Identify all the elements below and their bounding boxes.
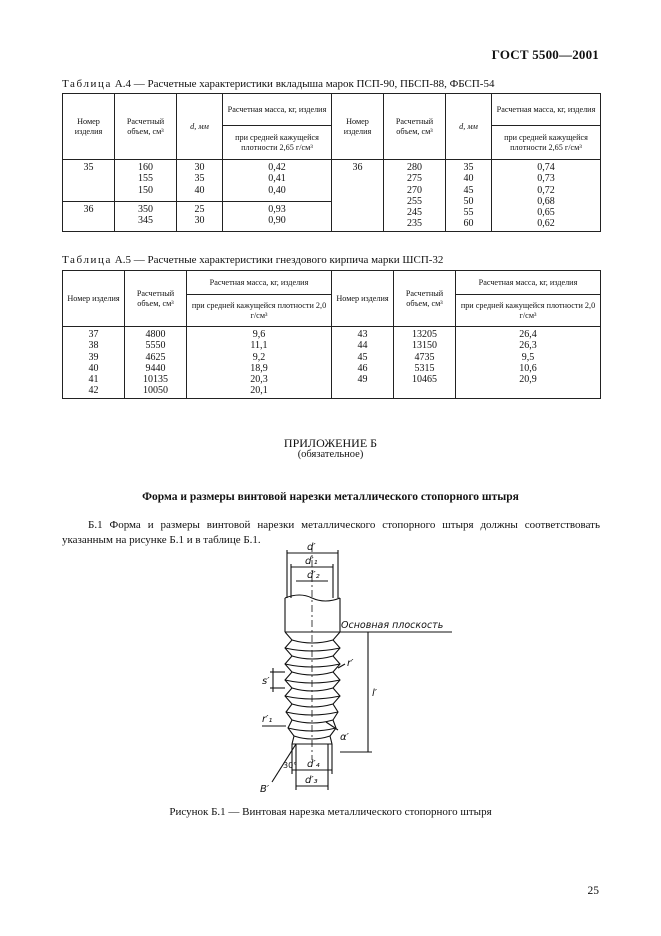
a4-d: 50 (463, 195, 474, 207)
thread-helix (292, 640, 333, 739)
a4-volume: 280 (407, 162, 422, 173)
a4-d: 55 (463, 207, 474, 219)
a5-volumes (125, 327, 187, 399)
a5-item: 43 (357, 329, 368, 340)
appendix-title: ПРИЛОЖЕНИЕ Б (283, 436, 378, 450)
a4-header-mass: Расчетная масса, кг, изделия (223, 94, 332, 126)
label-d: d′ (307, 542, 316, 553)
a4-mass: 0,41 (268, 173, 286, 185)
a5-item: 37 (88, 329, 99, 340)
a5-volume: 10050 (143, 385, 168, 397)
table-a5-caption (62, 254, 443, 266)
a5-mass: 9,5 (521, 351, 535, 363)
a4-item: 35 (63, 160, 115, 202)
table-a5 (62, 270, 601, 399)
a5-mass: 20,1 (250, 385, 268, 397)
table-a4-label: Таблица (62, 78, 112, 90)
a5-volumes-right (394, 327, 456, 399)
a5-volume: 13150 (412, 340, 437, 352)
a4-volumes (115, 160, 177, 202)
a4-volume: 150 (138, 184, 153, 196)
label-b: B′ (260, 784, 270, 795)
a4-header-item-right: Номер изделия (332, 94, 384, 160)
label-angle-30: 30° (283, 761, 298, 770)
a4-mass: 0,72 (537, 184, 555, 196)
a4-volume: 235 (407, 218, 422, 230)
a4-volume: 245 (407, 207, 422, 219)
a5-mass: 9,6 (252, 329, 266, 340)
a4-d: 30 (194, 215, 205, 227)
a4-mass: 0,74 (537, 162, 555, 173)
body-paragraph: Б.1 Форма и размеры винтовой нарезки металлического стопорного штыря должны соответствовать указанным на рисунке Б.1 и в таблице Б.1. (62, 519, 600, 546)
a5-mass: 20,9 (519, 374, 537, 386)
a4-header-mass-right: Расчетная масса, кг, изделия (492, 94, 601, 126)
a5-items (63, 327, 125, 399)
a5-mass: 11,1 (250, 340, 268, 352)
table-a4-title: — Расчетные характеристики вкладыша марок ПСП-90, ПБСП-88, ФБСП-54 (133, 78, 495, 90)
a5-mass-values-right (456, 327, 601, 399)
a4-d: 35 (194, 173, 205, 185)
a4-volume: 345 (138, 215, 153, 227)
a5-volume: 5550 (145, 340, 166, 352)
label-l: l′ (372, 688, 378, 699)
a5-item: 44 (357, 340, 368, 352)
a5-item: 41 (88, 374, 99, 386)
a4-d: 25 (194, 204, 205, 216)
shank-outline (285, 598, 340, 632)
a4-mass-values-right (492, 160, 601, 232)
page-number: 25 (587, 885, 599, 897)
a5-header-mass: Расчетная масса, кг, изделия (187, 271, 332, 295)
a4-mass-values (223, 160, 332, 202)
a5-mass: 10,6 (519, 362, 537, 374)
a4-d-values (177, 160, 223, 202)
a4-mass: 0,93 (268, 204, 286, 216)
a4-mass: 0,40 (268, 184, 286, 196)
label-r1: r′₁ (262, 714, 273, 725)
label-alpha: α′ (340, 732, 349, 743)
a5-item: 49 (357, 374, 368, 386)
table-a5-title: — Расчетные характеристики гнездового кирпича марки ШСП-32 (133, 254, 444, 266)
a4-volume: 275 (407, 173, 422, 185)
a4-mass-values (223, 202, 332, 232)
a5-volume: 10135 (143, 374, 168, 386)
table-a5-label: Таблица (62, 254, 112, 266)
document-header: ГОСТ 5500—2001 (491, 47, 599, 62)
a4-volume: 255 (407, 195, 422, 207)
label-d4: d′₄ (307, 759, 320, 770)
a4-volume: 160 (138, 162, 153, 173)
a4-header-d: d, мм (177, 94, 223, 160)
a4-d: 30 (194, 162, 205, 173)
a4-header-volume: Расчетный объем, см³ (115, 94, 177, 160)
table-a4-caption (62, 78, 494, 90)
thread-figure (250, 540, 470, 798)
a4-mass: 0,90 (268, 215, 286, 227)
a4-header-item: Номер изделия (63, 94, 115, 160)
a4-header-density: при средней кажущейся плотности 2,65 г/см³ (223, 126, 332, 160)
label-d3: d′₃ (305, 775, 318, 786)
table-row (63, 160, 601, 202)
table-a4-number: А.4 (114, 78, 131, 90)
thread-crest-lines (285, 648, 340, 731)
a4-volume: 350 (138, 204, 153, 216)
a5-mass: 18,9 (250, 362, 268, 374)
a4-d-values (177, 202, 223, 232)
a5-header-mass-right: Расчетная масса, кг, изделия (456, 271, 601, 295)
a5-header-volume: Расчетный объем, см³ (125, 271, 187, 327)
label-s: s′ (262, 676, 270, 687)
label-d2: d′₂ (307, 570, 320, 581)
a5-header-item-right: Номер изделия (332, 271, 394, 327)
a5-items-right (332, 327, 394, 399)
a4-volume: 155 (138, 173, 153, 185)
label-d1: d′₁ (305, 556, 318, 567)
a5-header-density: при средней кажущейся плотности 2,0 г/см³ (187, 295, 332, 327)
a4-header-volume-right: Расчетный объем, см³ (384, 94, 446, 160)
a4-header-density-right: при средней кажущейся плотности 2,65 г/см³ (492, 126, 601, 160)
a5-mass: 26,4 (519, 329, 537, 340)
a4-d: 35 (463, 162, 474, 173)
label-base-plane: Основная плоскость (341, 620, 444, 631)
a5-item: 42 (88, 385, 99, 397)
a4-volumes-right (384, 160, 446, 232)
section-title: Форма и размеры винтовой нарезки металлического стопорного штыря (142, 491, 519, 503)
a5-mass: 9,2 (252, 351, 266, 363)
shank-break (285, 595, 340, 601)
a5-volume: 4735 (414, 351, 435, 363)
a4-item-right: 36 (332, 160, 384, 232)
a4-header-d-right: d, мм (446, 94, 492, 160)
a5-mass: 20,3 (250, 374, 268, 386)
a4-d: 60 (463, 218, 474, 230)
label-r: r′ (347, 658, 354, 669)
a4-volumes (115, 202, 177, 232)
a4-d: 40 (463, 173, 474, 185)
table-a4 (62, 93, 601, 232)
a5-item: 38 (88, 340, 99, 352)
a5-volume: 4625 (145, 351, 166, 363)
table-row (63, 327, 601, 399)
a5-item: 45 (357, 351, 368, 363)
a4-d: 40 (194, 184, 205, 196)
a4-d: 45 (463, 184, 474, 196)
a5-header-item: Номер изделия (63, 271, 125, 327)
a5-volume: 10465 (412, 374, 437, 386)
a5-volume: 4800 (145, 329, 166, 340)
a5-mass: 26,3 (519, 340, 537, 352)
a5-volume: 9440 (145, 362, 166, 374)
a4-item: 36 (63, 202, 115, 232)
a5-volume: 13205 (412, 329, 437, 340)
a4-mass: 0,42 (268, 162, 286, 173)
a5-header-volume-right: Расчетный объем, см³ (394, 271, 456, 327)
a4-mass: 0,73 (537, 173, 555, 185)
a4-mass: 0,68 (537, 195, 555, 207)
a4-volume: 270 (407, 184, 422, 196)
a4-d-values-right (446, 160, 492, 232)
a5-item: 39 (88, 351, 99, 363)
a5-mass-values (187, 327, 332, 399)
a4-mass: 0,62 (537, 218, 555, 230)
a4-mass: 0,65 (537, 207, 555, 219)
figure-caption: Рисунок Б.1 — Винтовая нарезка металлического стопорного штыря (169, 806, 492, 818)
a5-item: 40 (88, 362, 99, 374)
a5-volume: 5315 (414, 362, 435, 374)
table-a5-number: А.5 (114, 254, 131, 266)
a5-header-density-right: при средней кажущейся плотности 2,0 г/см³ (456, 295, 601, 327)
a5-item: 46 (357, 362, 368, 374)
appendix-subtitle: (обязательное) (297, 449, 364, 460)
